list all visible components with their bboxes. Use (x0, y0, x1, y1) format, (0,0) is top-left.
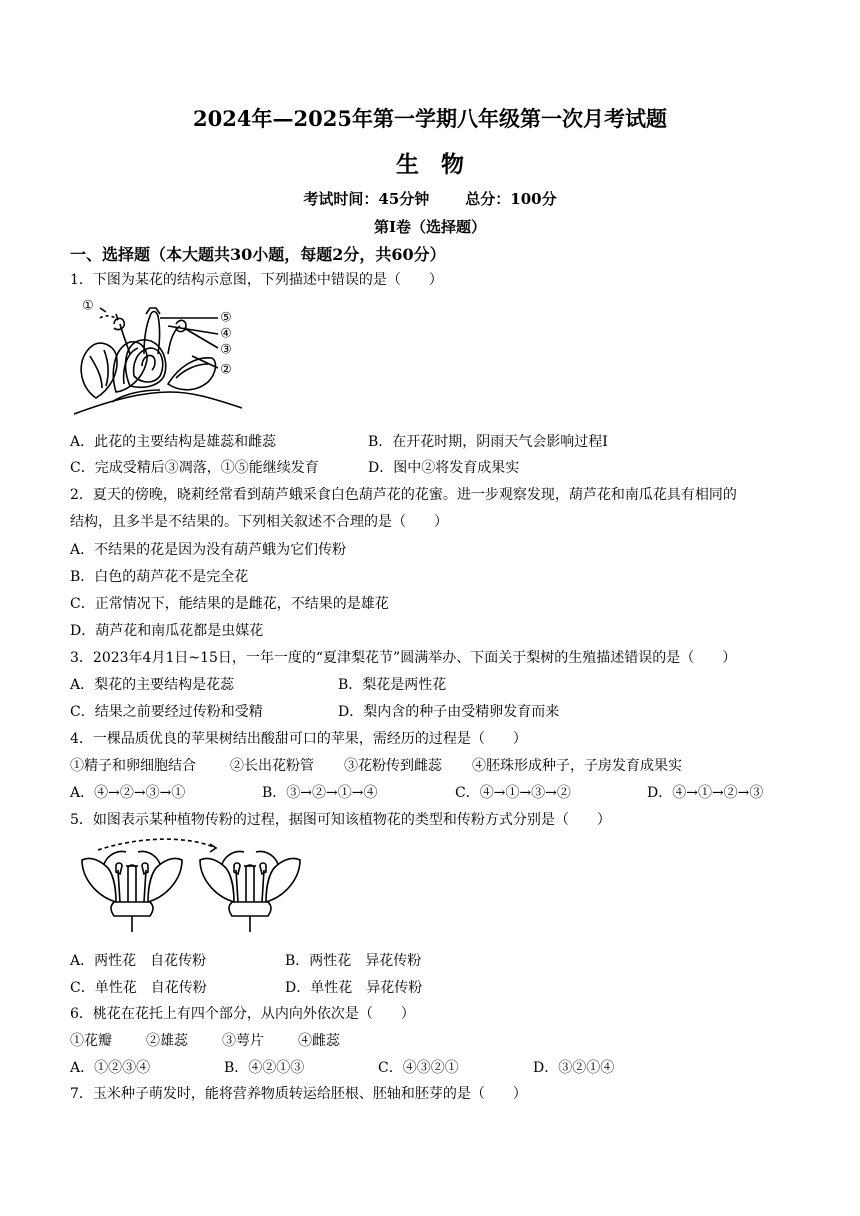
question-7-stem: 7．玉米种子萌发时，能将营养物质转运给胚根、胚轴和胚芽的是（ ） (70, 1086, 527, 1102)
q6-item-2: ②雄蕊 (146, 1033, 188, 1049)
q6-item-3: ③萼片 (222, 1033, 264, 1049)
figure-label-3: ③ (220, 342, 232, 358)
q5-option-a[interactable]: A．两性花 自花传粉 (70, 953, 207, 969)
q4-item-3: ③花粉传到雌蕊 (344, 758, 442, 774)
figure-label-4: ④ (220, 326, 232, 342)
question-3-stem: 3．2023年4月1日~15日，一年一度的“夏津梨花节”圆满举办、下面关于梨树的生殖描述错误的是（ ） (70, 650, 737, 666)
q4-option-d[interactable]: D．④→①→②→③ (647, 785, 764, 801)
question-4-stem: 4．一棵品质优良的苹果树结出酸甜可口的苹果，需经历的过程是（ ） (70, 731, 527, 747)
question-1-stem: 1．下图为某花的结构示意图，下列描述中错误的是（ ） (70, 272, 443, 288)
q2-option-a[interactable]: A．不结果的花是因为没有葫芦蛾为它们传粉 (70, 542, 347, 558)
question-2-stem-line-1: 2．夏天的傍晚，晓莉经常看到葫芦蛾采食白色葫芦花的花蜜。进一步观察发现，葫芦花和南瓜花具有相同的 (70, 487, 737, 503)
question-5-stem: 5．如图表示某种植物传粉的过程，据图可知该植物花的类型和传粉方式分别是（ ） (70, 812, 611, 828)
q4-option-b[interactable]: B．③→②→①→④ (262, 785, 378, 801)
q4-option-a[interactable]: A．④→②→③→① (70, 785, 186, 801)
subject-title: 生物 (396, 151, 486, 178)
exam-info (0, 188, 860, 209)
part-title: 第Ⅰ卷（选择题） (373, 218, 487, 236)
figure-label-5: ⑤ (220, 310, 232, 326)
q4-option-c[interactable]: C．④→①→③→② (455, 785, 571, 801)
q2-option-c[interactable]: C．正常情况下，能结果的是雌花，不结果的是雄花 (70, 596, 389, 612)
q1-option-a[interactable]: A．此花的主要结构是雄蕊和雌蕊 (70, 434, 277, 450)
q6-option-a[interactable]: A．①②③④ (70, 1060, 151, 1076)
q6-option-c[interactable]: C．④③②① (378, 1060, 459, 1076)
q3-option-b[interactable]: B．梨花是两性花 (338, 677, 447, 693)
q6-option-b[interactable]: B．④②①③ (224, 1060, 305, 1076)
q3-option-c[interactable]: C．结果之前要经过传粉和受精 (70, 704, 263, 720)
section-heading: 一、选择题（本大题共30小题，每题2分，共60分） (70, 245, 446, 264)
total-score: 总分：100分 (465, 190, 557, 208)
q5-option-d[interactable]: D．单性花 异花传粉 (285, 980, 423, 996)
figure-label-1: ① (82, 298, 94, 314)
q4-item-2: ②长出花粉管 (230, 758, 314, 774)
q2-option-b[interactable]: B．白色的葫芦花不是完全花 (70, 569, 249, 585)
flower-structure-figure (72, 296, 244, 418)
q6-item-4: ④雌蕊 (298, 1033, 340, 1049)
q3-option-a[interactable]: A．梨花的主要结构是花蕊 (70, 677, 235, 693)
question-2-stem-line-2: 结构，且多半是不结果的。下列相关叙述不合理的是（ ） (70, 514, 448, 530)
q1-option-c[interactable]: C．完成受精后③凋落，①⑤能继续发育 (70, 460, 319, 476)
q4-item-4: ④胚珠形成种子，子房发育成果实 (472, 758, 682, 774)
exam-time: 考试时间：45分钟 (303, 190, 430, 208)
q2-option-d[interactable]: D．葫芦花和南瓜花都是虫媒花 (70, 623, 264, 639)
pollination-figure (74, 836, 310, 944)
q5-option-b[interactable]: B．两性花 异花传粉 (285, 953, 422, 969)
q6-option-d[interactable]: D．③②①④ (533, 1060, 615, 1076)
q6-item-1: ①花瓣 (70, 1033, 112, 1049)
figure-label-2: ② (220, 362, 232, 378)
exam-title: 2024年—2025年第一学期八年级第一次月考试题 (193, 106, 667, 131)
q4-item-1: ①精子和卵细胞结合 (70, 758, 196, 774)
q1-option-b[interactable]: B．在开花时期，阴雨天气会影响过程Ⅰ (368, 434, 608, 450)
q5-option-c[interactable]: C．单性花 自花传粉 (70, 980, 207, 996)
question-6-stem: 6．桃花在花托上有四个部分，从内向外依次是（ ） (70, 1006, 415, 1022)
q3-option-d[interactable]: D．梨内含的种子由受精卵发育而来 (338, 704, 560, 720)
q1-option-d[interactable]: D．图中②将发育成果实 (368, 460, 520, 476)
